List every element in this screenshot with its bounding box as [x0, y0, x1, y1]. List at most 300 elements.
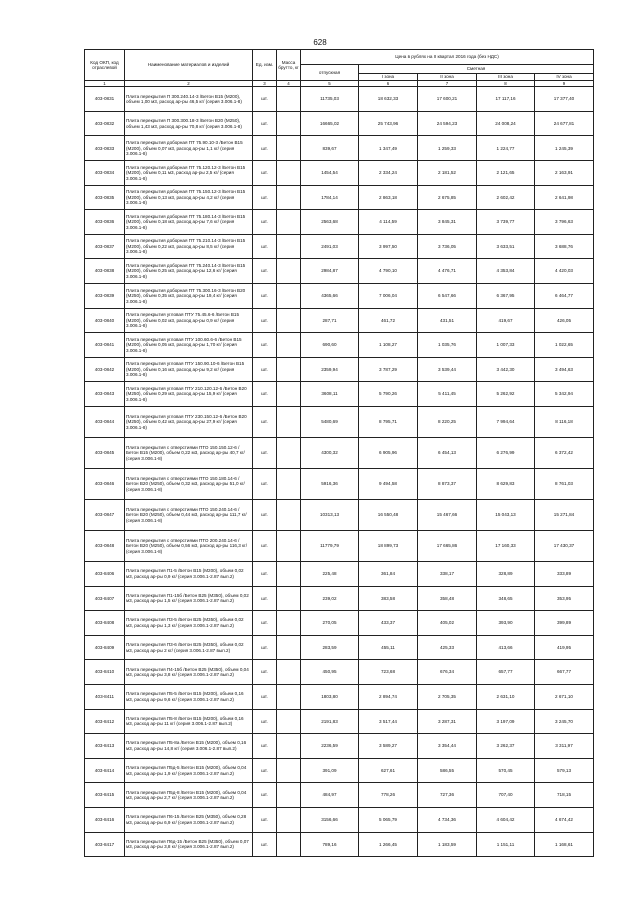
row-zone-2-price: 4 476,71 [418, 259, 477, 284]
row-name: Плита перекрытия П 300.240.14-3 /Бетон В15 (М200), объем 1,00 м3, расход ар-ры 46,5 кг/ (серия 3.006.1-8) [125, 87, 253, 112]
header-zone-3: III зона [477, 74, 535, 81]
row-name: Плита перекрытия доборная ПТ 75.150.12-3 /Бетон В15 (М200), объем 0,13 м3, расход ар-ры 4,2 кг/ (серия 3.006.1-8) [125, 185, 253, 210]
row-zone-3-price: 570,45 [477, 758, 535, 783]
row-mass [277, 469, 301, 500]
row-zone-2-price: 8 220,25 [418, 407, 477, 438]
row-code: 403-0841 [85, 333, 125, 358]
row-zone-4-price: 1 245,39 [535, 136, 594, 161]
row-name: Плита перекрытия П1-15б /Бетон В25 (М350), объем 0,02 м3, расход ар-ры 1,5 кг/ (серия 3.006.1-2.87 вып.2) [125, 586, 253, 611]
row-zone-2-price: 358,48 [418, 586, 477, 611]
index-8: 8 [477, 81, 535, 87]
row-code: 403-8417 [85, 832, 125, 857]
row-zone-4-price: 17 377,40 [535, 87, 594, 112]
row-zone-3-price: 3 633,51 [477, 234, 535, 259]
header-code: Код ОКП, код отраслевой [85, 50, 125, 81]
row-unit: шт. [253, 783, 277, 808]
row-mass [277, 161, 301, 186]
row-release-price: 287,71 [301, 308, 359, 333]
row-zone-3-price: 2 121,65 [477, 161, 535, 186]
row-mass [277, 438, 301, 469]
row-unit: шт. [253, 357, 277, 382]
header-zone-4: IV зона [535, 74, 594, 81]
row-zone-4-price: 426,05 [535, 308, 594, 333]
row-mass [277, 709, 301, 734]
row-release-price: 11779,79 [301, 531, 359, 562]
index-9: 9 [535, 81, 594, 87]
row-code: 403-0831 [85, 87, 125, 112]
row-zone-4-price: 6 372,42 [535, 438, 594, 469]
row-code: 403-0837 [85, 234, 125, 259]
table-row [85, 284, 594, 309]
row-zone-4-price: 3 245,70 [535, 709, 594, 734]
row-mass [277, 407, 301, 438]
table-row [85, 832, 594, 857]
row-zone-1-price: 18 899,73 [359, 531, 418, 562]
row-zone-1-price: 8 795,71 [359, 407, 418, 438]
table-row [85, 111, 594, 136]
row-mass [277, 500, 301, 531]
row-name: Плита перекрытия угловая ПТУ 210.120.12-6 /Бетон В20 (М250), объем 0,29 м3, расход ар-ры 15,9 кг/ (серия 3.006.1-8) [125, 382, 253, 407]
table-row [85, 783, 594, 808]
row-zone-3-price: 7 994,64 [477, 407, 535, 438]
row-name: Плита перекрытия П5д-8 /Бетон В15 (М200), объем 0,04 м3, расход ар-ры 2,7 кг/ (серия 3.006.1-2.87 вып.2) [125, 783, 253, 808]
table-row [85, 500, 594, 531]
row-code: 403-8412 [85, 709, 125, 734]
row-release-price: 391,09 [301, 758, 359, 783]
table-row [85, 469, 594, 500]
row-unit: шт. [253, 87, 277, 112]
row-mass [277, 660, 301, 685]
row-unit: шт. [253, 734, 277, 759]
row-zone-3-price: 328,89 [477, 562, 535, 587]
row-mass [277, 87, 301, 112]
row-zone-3-price: 3 197,09 [477, 709, 535, 734]
table-row [85, 586, 594, 611]
row-name: Плита перекрытия доборная ПТ 75.90.10-3 /Бетон В15 (М200), объем 0,07 м3, расход ар-ры 1,1 кг/ (серия 3.006.1-8) [125, 136, 253, 161]
row-unit: шт. [253, 684, 277, 709]
row-zone-2-price: 1 035,76 [418, 333, 477, 358]
row-zone-4-price: 353,95 [535, 586, 594, 611]
row-zone-1-price: 1 108,27 [359, 333, 418, 358]
row-zone-2-price: 3 736,05 [418, 234, 477, 259]
row-unit: шт. [253, 660, 277, 685]
row-name: Плита перекрытия П6-15 /Бетон В25 (М350), объем 0,28 м3, расход ар-ры 6,9 кг/ (серия 3.006.1-2.87 вып.2) [125, 807, 253, 832]
row-mass [277, 333, 301, 358]
row-unit: шт. [253, 308, 277, 333]
row-release-price: 1784,14 [301, 185, 359, 210]
row-mass [277, 136, 301, 161]
table-row [85, 87, 594, 112]
row-release-price: 10313,13 [301, 500, 359, 531]
row-zone-2-price: 3 354,44 [418, 734, 477, 759]
header-release: отпускная [301, 65, 359, 81]
row-code: 403-8410 [85, 660, 125, 685]
row-zone-1-price: 4 790,10 [359, 259, 418, 284]
row-code: 403-0833 [85, 136, 125, 161]
row-name: Плита перекрытия П5-8а /Бетон В15 (М200), объем 0,16 м3, расход ар-ры 14,8 кг/ (серия 3.006.1-2.87 вып.2) [125, 734, 253, 759]
row-release-price: 4300,32 [301, 438, 359, 469]
row-release-price: 3156,66 [301, 807, 359, 832]
row-zone-2-price: 17 665,86 [418, 531, 477, 562]
row-zone-2-price: 405,02 [418, 611, 477, 636]
row-zone-4-price: 5 342,94 [535, 382, 594, 407]
row-release-price: 690,60 [301, 333, 359, 358]
row-code: 403-0840 [85, 308, 125, 333]
row-release-price: 450,95 [301, 660, 359, 685]
row-zone-4-price: 718,15 [535, 783, 594, 808]
row-unit: шт. [253, 382, 277, 407]
row-release-price: 4365,66 [301, 284, 359, 309]
price-table [84, 49, 594, 857]
row-name: Плита перекрытия П1-5 /Бетон В15 (М200), объем 0,02 м3, расход ар-ры 0,9 кг/ (серия 3.006.1-2.87 вып.2) [125, 562, 253, 587]
table-row [85, 807, 594, 832]
row-zone-4-price: 8 116,18 [535, 407, 594, 438]
row-zone-2-price: 2 181,52 [418, 161, 477, 186]
table-row [85, 660, 594, 685]
row-mass [277, 308, 301, 333]
row-release-price: 283,59 [301, 635, 359, 660]
row-zone-3-price: 1 151,11 [477, 832, 535, 857]
row-name: Плита перекрытия угловая ПТУ 230.150.12-6 /Бетон В20 (М250), объем 0,42 м3, расход ар-ры 27,9 кг/ (серия 3.006.1-8) [125, 407, 253, 438]
row-name: Плита перекрытия угловая ПТУ 100.60.6-6 /Бетон В15 (М200), объем 0,05 м3, расход ар-ры 1,70 кг/ (серия 3.006.1-8) [125, 333, 253, 358]
row-unit: шт. [253, 284, 277, 309]
row-unit: шт. [253, 635, 277, 660]
table-row [85, 333, 594, 358]
row-name: Плита перекрытия доборная ПТ 75.210.14-3 /Бетон В15 (М200), объем 0,22 м3, расход ар-ры 8,5 кг/ (серия 3.006.1-8) [125, 234, 253, 259]
row-zone-1-price: 6 905,96 [359, 438, 418, 469]
row-unit: шт. [253, 807, 277, 832]
row-unit: шт. [253, 210, 277, 235]
row-zone-4-price: 3 688,76 [535, 234, 594, 259]
row-zone-3-price: 6 367,95 [477, 284, 535, 309]
row-zone-3-price: 2 602,42 [477, 185, 535, 210]
row-zone-2-price: 1 259,33 [418, 136, 477, 161]
row-code: 403-0844 [85, 407, 125, 438]
row-zone-2-price: 17 600,21 [418, 87, 477, 112]
row-mass [277, 758, 301, 783]
row-release-price: 2236,59 [301, 734, 359, 759]
row-code: 403-8413 [85, 734, 125, 759]
row-name: Плита перекрытия угловая ПТУ 150.90.10-6 /Бетон В15 (М200), объем 0,16 м3, расход ар-ры 9,2 кг/ (серия 3.006.1-8) [125, 357, 253, 382]
row-name: Плита перекрытия П3-5 /Бетон В25 (М350), объем 0,02 м3, расход ар-ры 1,3 кг/ (серия 3.006.1-2.87 вып.2) [125, 611, 253, 636]
row-name: Плита перекрытия П5-5 /Бетон В15 (М200), объем 0,16 м3, расход ар-ры 9,6 кг/ (серия 3.006.1-2.87 вып.2) [125, 684, 253, 709]
row-release-price: 789,16 [301, 832, 359, 857]
row-release-price: 16665,02 [301, 111, 359, 136]
header-name: Наименование материалов и изделий [125, 50, 253, 81]
row-zone-4-price: 6 464,77 [535, 284, 594, 309]
row-zone-3-price: 5 262,92 [477, 382, 535, 407]
table-row [85, 734, 594, 759]
table-row [85, 308, 594, 333]
table-row [85, 407, 594, 438]
row-release-price: 2191,83 [301, 709, 359, 734]
row-release-price: 270,05 [301, 611, 359, 636]
row-name: Плита перекрытия П3-6 /Бетон В25 (М350), объем 0,02 м3, расход ар-ры 2 кг/ (серия 3.006.1-2.87 вып.2) [125, 635, 253, 660]
row-unit: шт. [253, 469, 277, 500]
index-7: 7 [418, 81, 477, 87]
row-release-price: 2563,68 [301, 210, 359, 235]
row-zone-1-price: 5 065,79 [359, 807, 418, 832]
row-zone-1-price: 3 997,50 [359, 234, 418, 259]
row-zone-1-price: 433,37 [359, 611, 418, 636]
row-zone-1-price: 9 494,58 [359, 469, 418, 500]
row-name: Плита перекрытия П 300.300.18-3 /Бетон В20 (М250), объем 1,43 м3, расход ар-ры 70,8 кг/ (серия 3.006.1-8) [125, 111, 253, 136]
row-zone-1-price: 455,11 [359, 635, 418, 660]
row-mass [277, 357, 301, 382]
row-code: 403-0834 [85, 161, 125, 186]
table-row [85, 161, 594, 186]
row-zone-4-price: 3 311,97 [535, 734, 594, 759]
row-zone-1-price: 25 743,96 [359, 111, 418, 136]
row-unit: шт. [253, 136, 277, 161]
row-code: 403-0846 [85, 469, 125, 500]
row-zone-1-price: 2 334,24 [359, 161, 418, 186]
row-unit: шт. [253, 185, 277, 210]
row-zone-2-price: 6 454,13 [418, 438, 477, 469]
row-zone-4-price: 2 641,98 [535, 185, 594, 210]
row-zone-3-price: 3 262,37 [477, 734, 535, 759]
row-release-price: 3608,11 [301, 382, 359, 407]
table-row [85, 185, 594, 210]
row-code: 403-8408 [85, 611, 125, 636]
row-zone-2-price: 4 734,36 [418, 807, 477, 832]
row-mass [277, 635, 301, 660]
row-mass [277, 734, 301, 759]
row-zone-2-price: 586,55 [418, 758, 477, 783]
row-zone-4-price: 4 420,03 [535, 259, 594, 284]
row-code: 403-0838 [85, 259, 125, 284]
row-code: 403-0835 [85, 185, 125, 210]
row-zone-2-price: 5 411,45 [418, 382, 477, 407]
row-zone-1-price: 461,72 [359, 308, 418, 333]
row-mass [277, 382, 301, 407]
row-name: Плита перекрытия доборная ПТ 75.120.12-3 /Бетон В15 (М200), объем 0,11 м3, расход ар-ры 2,5 кг/ (серия 3.006.1-8) [125, 161, 253, 186]
row-release-price: 484,97 [301, 783, 359, 808]
row-code: 403-8414 [85, 758, 125, 783]
row-mass [277, 684, 301, 709]
table-row [85, 684, 594, 709]
row-zone-4-price: 3 494,63 [535, 357, 594, 382]
row-code: 403-8416 [85, 807, 125, 832]
row-zone-3-price: 17 160,33 [477, 531, 535, 562]
row-zone-3-price: 1 007,33 [477, 333, 535, 358]
row-name: Плита перекрытия доборная ПТ 75.300.16-3 /Бетон В20 (М250), объем 0,35 м3, расход ар-ры 19,4 кг/ (серия 3.006.1-8) [125, 284, 253, 309]
row-zone-3-price: 348,65 [477, 586, 535, 611]
row-unit: шт. [253, 407, 277, 438]
row-zone-1-price: 5 790,26 [359, 382, 418, 407]
row-code: 403-0839 [85, 284, 125, 309]
row-unit: шт. [253, 500, 277, 531]
row-release-price: 5480,69 [301, 407, 359, 438]
row-code: 403-0843 [85, 382, 125, 407]
header-zone-1: I зона [359, 74, 418, 81]
index-5: 5 [301, 81, 359, 87]
row-name: Плита перекрытия доборная ПТ 75.180.14-3 /Бетон В15 (М200), объем 0,18 м3, расход ар-ры 7,6 кг/ (серия 3.006.1-8) [125, 210, 253, 235]
row-zone-3-price: 707,40 [477, 783, 535, 808]
row-zone-2-price: 425,33 [418, 635, 477, 660]
row-unit: шт. [253, 832, 277, 857]
row-mass [277, 611, 301, 636]
table-row [85, 635, 594, 660]
row-unit: шт. [253, 234, 277, 259]
row-zone-3-price: 2 631,10 [477, 684, 535, 709]
row-name: Плита перекрытия с отверстиями ПТО 150.240.14-6 /Бетон В20 (М250), объем 0,44 м3, расход ар-ры 111,7 кг/ (серия 3.006.1-8) [125, 500, 253, 531]
index-2: 2 [125, 81, 253, 87]
row-code: 403-0842 [85, 357, 125, 382]
row-zone-2-price: 15 467,66 [418, 500, 477, 531]
row-name: Плита перекрытия П4-15б /Бетон В25 (М350), объем 0,04 м3, расход ар-ры 3,8 кг/ (серия 3.006.1-2.87 вып.2) [125, 660, 253, 685]
row-name: Плита перекрытия с отверстиями ПТО 200.240.14-6 /Бетон В20 (М250), объем 0,56 м3, расход ар-ры 116,3 кг/ (серия 3.006.1-8) [125, 531, 253, 562]
row-unit: шт. [253, 111, 277, 136]
row-zone-1-price: 16 550,48 [359, 500, 418, 531]
table-row [85, 382, 594, 407]
row-zone-3-price: 419,67 [477, 308, 535, 333]
table-row [85, 758, 594, 783]
table-row [85, 438, 594, 469]
row-zone-4-price: 333,89 [535, 562, 594, 587]
row-unit: шт. [253, 709, 277, 734]
row-mass [277, 531, 301, 562]
row-zone-1-price: 723,68 [359, 660, 418, 685]
index-4: 4 [277, 81, 301, 87]
header-mass: Масса брутто, кг [277, 50, 301, 81]
row-code: 403-8407 [85, 586, 125, 611]
row-mass [277, 586, 301, 611]
header-unit: Ед. изм. [253, 50, 277, 81]
row-zone-4-price: 1 022,65 [535, 333, 594, 358]
row-zone-3-price: 17 117,16 [477, 87, 535, 112]
row-release-price: 2984,87 [301, 259, 359, 284]
row-zone-4-price: 579,13 [535, 758, 594, 783]
row-release-price: 239,02 [301, 586, 359, 611]
row-mass [277, 562, 301, 587]
table-row [85, 136, 594, 161]
row-zone-4-price: 667,77 [535, 660, 594, 685]
row-zone-4-price: 2 671,10 [535, 684, 594, 709]
row-code: 403-0836 [85, 210, 125, 235]
row-zone-2-price: 1 183,59 [418, 832, 477, 857]
row-name: Плита перекрытия доборная ПТ 75.240.14-3 /Бетон В15 (М200), объем 0,25 м3, расход ар-ры 12,6 кг/ (серия 3.006.1-8) [125, 259, 253, 284]
row-unit: шт. [253, 562, 277, 587]
row-zone-2-price: 24 594,23 [418, 111, 477, 136]
row-zone-3-price: 4 353,84 [477, 259, 535, 284]
row-zone-1-price: 1 347,49 [359, 136, 418, 161]
row-name: Плита перекрытия П5д-5 /Бетон В15 (М200), объем 0,04 м3, расход ар-ры 1,9 кг/ (серия 3.006.1-2.87 вып.2) [125, 758, 253, 783]
row-unit: шт. [253, 611, 277, 636]
row-unit: шт. [253, 758, 277, 783]
row-zone-1-price: 18 632,33 [359, 87, 418, 112]
row-name: Плита перекрытия угловая ПТУ 75.45.6-6 /Бетон В15 (М200), объем 0,02 м3, расход ар-ры 0,9 кг/ (серия 3.006.1-8) [125, 308, 253, 333]
row-zone-2-price: 727,36 [418, 783, 477, 808]
row-zone-4-price: 419,95 [535, 635, 594, 660]
row-zone-4-price: 17 430,37 [535, 531, 594, 562]
row-zone-3-price: 413,66 [477, 635, 535, 660]
header-estimate: Сметная [359, 65, 594, 74]
row-zone-1-price: 3 517,44 [359, 709, 418, 734]
row-zone-4-price: 8 761,03 [535, 469, 594, 500]
row-zone-3-price: 6 276,99 [477, 438, 535, 469]
row-zone-4-price: 4 674,42 [535, 807, 594, 832]
row-zone-1-price: 1 266,45 [359, 832, 418, 857]
row-release-price: 2359,94 [301, 357, 359, 382]
row-zone-1-price: 7 006,04 [359, 284, 418, 309]
page-number: 628 [313, 38, 327, 47]
row-mass [277, 832, 301, 857]
row-zone-2-price: 6 547,66 [418, 284, 477, 309]
row-zone-1-price: 3 589,27 [359, 734, 418, 759]
row-unit: шт. [253, 259, 277, 284]
row-code: 403-0848 [85, 531, 125, 562]
row-zone-3-price: 3 739,77 [477, 210, 535, 235]
row-mass [277, 284, 301, 309]
row-zone-2-price: 338,17 [418, 562, 477, 587]
row-release-price: 5916,36 [301, 469, 359, 500]
row-zone-2-price: 431,51 [418, 308, 477, 333]
row-code: 403-8409 [85, 635, 125, 660]
row-zone-4-price: 1 168,61 [535, 832, 594, 857]
table-row [85, 709, 594, 734]
row-mass [277, 234, 301, 259]
row-unit: шт. [253, 586, 277, 611]
row-zone-3-price: 24 008,24 [477, 111, 535, 136]
row-mass [277, 111, 301, 136]
row-release-price: 225,48 [301, 562, 359, 587]
table-row [85, 259, 594, 284]
table-row [85, 210, 594, 235]
table-row [85, 562, 594, 587]
row-mass [277, 185, 301, 210]
row-code: 403-0832 [85, 111, 125, 136]
row-zone-2-price: 3 845,31 [418, 210, 477, 235]
header-zone-2: II зона [418, 74, 477, 81]
row-zone-4-price: 3 796,63 [535, 210, 594, 235]
row-zone-1-price: 627,61 [359, 758, 418, 783]
row-mass [277, 807, 301, 832]
row-unit: шт. [253, 438, 277, 469]
row-code: 403-0847 [85, 500, 125, 531]
row-zone-2-price: 3 287,31 [418, 709, 477, 734]
row-zone-2-price: 676,34 [418, 660, 477, 685]
row-zone-3-price: 657,77 [477, 660, 535, 685]
row-zone-1-price: 4 114,59 [359, 210, 418, 235]
index-1: 1 [85, 81, 125, 87]
row-zone-1-price: 2 894,74 [359, 684, 418, 709]
row-mass [277, 259, 301, 284]
row-zone-1-price: 2 863,18 [359, 185, 418, 210]
row-zone-3-price: 4 604,42 [477, 807, 535, 832]
row-unit: шт. [253, 333, 277, 358]
row-zone-4-price: 2 163,91 [535, 161, 594, 186]
row-zone-4-price: 24 677,81 [535, 111, 594, 136]
table-row [85, 531, 594, 562]
row-zone-2-price: 2 705,35 [418, 684, 477, 709]
row-zone-2-price: 3 539,44 [418, 357, 477, 382]
row-unit: шт. [253, 531, 277, 562]
row-code: 403-8415 [85, 783, 125, 808]
row-zone-4-price: 399,89 [535, 611, 594, 636]
table-body [85, 87, 594, 857]
header-price-group: Цена в рублях на II квартал 2016 года (без НДС) [301, 50, 594, 65]
row-zone-1-price: 778,26 [359, 783, 418, 808]
row-code: 403-8411 [85, 684, 125, 709]
row-zone-2-price: 8 873,37 [418, 469, 477, 500]
row-release-price: 839,67 [301, 136, 359, 161]
row-zone-3-price: 1 224,77 [477, 136, 535, 161]
row-zone-1-price: 3 787,29 [359, 357, 418, 382]
index-3: 3 [253, 81, 277, 87]
row-release-price: 2491,03 [301, 234, 359, 259]
row-name: Плита перекрытия П6д-15 /Бетон В25 (М350), объем 0,07 м3, расход ар-ры 3,8 кг/ (серия 3.006.1-2.87 вып.2) [125, 832, 253, 857]
